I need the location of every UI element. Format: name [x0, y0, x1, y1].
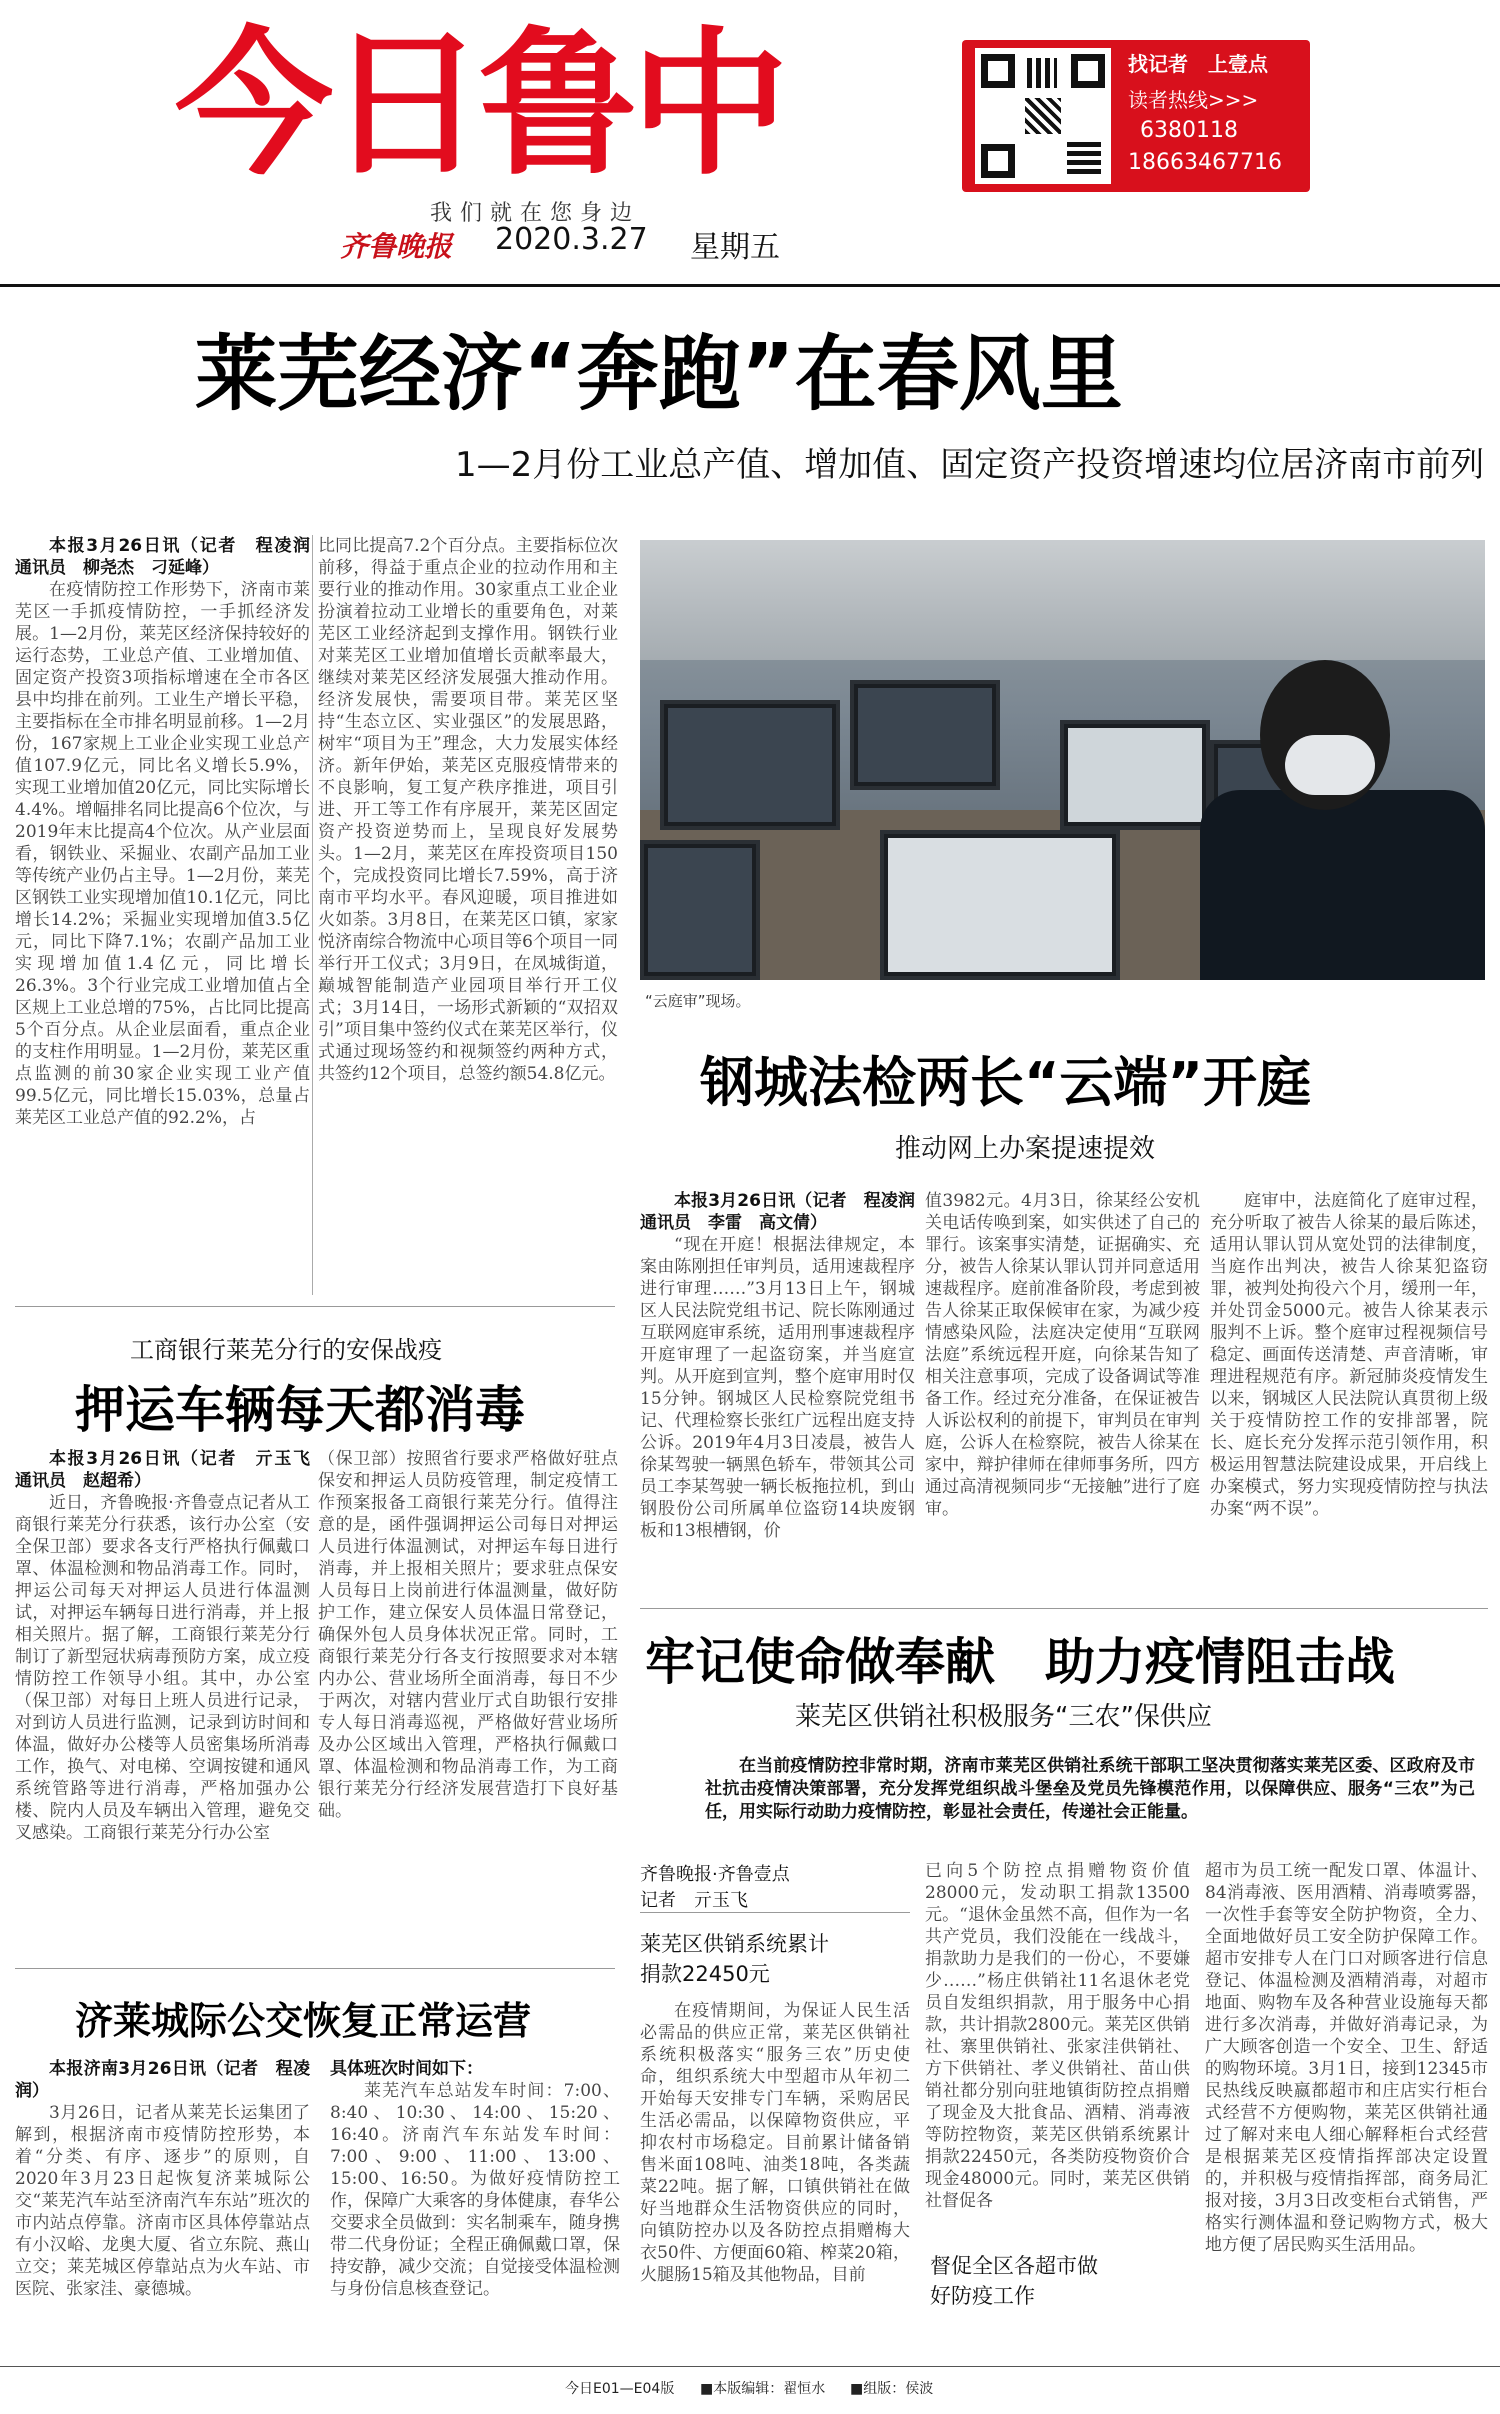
hotline-tagline: 找记者 上壹点 [1128, 52, 1268, 76]
court-headline: 钢城法检两长“云端”开庭 [700, 1051, 1311, 1114]
issue-date: 2020.3.27 [495, 222, 648, 257]
supply-byline-reporter: 记者 亓玉飞 [640, 1890, 748, 1911]
bus-story-text-2: 莱芜汽车总站发车时间：7:00、8:40、10:30、14:00、15:20、16:40。济南汽车东站发车时间：7:00、9:00、11:00、13:00、15:00、16:50。为做好疫情防控工作，保障广大乘客的身体健康，春华公交要求全员做到：实名制乘车，随身携带二代身份证；全程正确佩戴口罩，保持安静，减少交流；自觉接受体温检测与身份信息核查登记。 [330, 2081, 620, 2299]
supply-story-text-3: 超市为员工统一配发口罩、体温计、84消毒液、医用酒精、消毒喷雾器，一次性手套等安全防护物资，全力、全面地做好员工安全防护保障工作。超市安排专人在门口对顾客进行信息登记、体温检测及酒精消毒，对超市地面、购物车及各种营业设施每天都进行多次消毒，并做好消毒记录，为广大顾客创造一个安全、卫生、舒适的购物环境。3月1日，接到12345市民热线反映嬴都超市和庄店实行柜台式经营不方便购物，莱芜区供销社通过了解对来电人细心解释柜台式经营是根据莱芜区疫情指挥部决定设置的，并积极与疫情指挥部，商务局汇报对接，3月3日改变柜台式销售，严格实行测体温和登记购物方式，极大地方便了居民购买生活用品。 [1205, 1861, 1488, 2255]
main-story-byline: 本报3月26日讯（记者 程凌润 通讯员 柳尧杰 刁延峰） [15, 536, 310, 578]
court-photo [640, 540, 1485, 980]
hotline-phone-1: 6380118 [1140, 118, 1238, 143]
court-story-text-3: 庭审中，法庭简化了庭审过程，充分听取了被告人徐某的最后陈述，适用认罪认罚从宽处罚的法律制度，当庭作出判决，被告人徐某犯盗窃罪，被判处拘役六个月，缓刑一年，并处罚金5000元。被告人徐某表示服判不上诉。整个庭审过程视频信号稳定、画面传送清楚、声音清晰，审理进程规范有序。新冠肺炎疫情发生以来，钢城区人民法院认真贯彻上级关于疫情防控工作的安排部署，院长、庭长充分发挥示范引领作用，积极运用智慧法院建设成果，开启线上办案模式，努力实现疫情防控与执法办案“两不误”。 [1210, 1191, 1488, 1519]
main-story-text-2: 比同比提高7.2个百分点。主要指标位次前移，得益于重点企业的拉动作用和主要行业的推动作用。30家重点工业企业扮演着拉动工业增长的重要角色，对莱芜区工业经济起到支撑作用。钢铁行业对莱芜区工业增加值增长贡献率最大，继续对莱芜区经济发展强大推动作用。经济发展快，需要项目带。莱芜区坚持“生态立区、实业强区”的发展思路，树牢“项目为王”理念，大力发展实体经济。新年伊始，莱芜区克服疫情带来的不良影响，复工复产秩序推进，项目引进、开工等工作有序展开，莱芜区固定资产投资逆势而上，呈现良好发展势头。1—2月，莱芜区在库投资项目150个，完成投资同比增长7.59%，高于济南市平均水平。春风迎暖，项目推进如火如荼。3月8日，在莱芜区口镇，家家悦济南综合物流中心项目等6个项目一同举行开工仪式；3月9日，在凤城街道，巅城智能制造产业园项目举行开工仪式；3月14日，一场形式新颖的“双招双引”项目集中签约仪式在莱芜区举行，仪式通过现场签约和视频签约两种方式，共签约12个项目，总签约额54.8亿元。 [318, 536, 618, 1084]
supply-story-column-1 [640, 2000, 910, 2340]
bank-kicker: 工商银行莱芜分行的安保战疫 [130, 1336, 442, 1364]
court-story-text-2: 值3982元。4月3日，徐某经公安机关电话传唤到案，如实供述了自己的罪行。该案事实清楚，证据确实、充分，被告人徐某认罪认罚并同意适用速裁程序。庭前准备阶段，考虑到被告人徐某正取保候审在家，为减少疫情感染风险，法庭决定使用“互联网法庭”系统远程开庭，向徐某告知了相关注意事项，完成了设备调试等准备工作。经过充分准备，在保证被告人诉讼权利的前提下，审判员在审判庭，公诉人在检察院，被告人徐某在家中，辩护律师在律师事务所，四方通过高清视频同步“无接触”进行了庭审。 [925, 1191, 1200, 1519]
supply-box1-title: 莱芜区供销系统累计捐款22450元 [640, 1932, 829, 1986]
main-story-column-2 [318, 535, 618, 1297]
bus-headline: 济莱城际公交恢复正常运营 [75, 1999, 532, 2043]
masthead-divider [0, 284, 1500, 287]
court-story-column-1 [640, 1190, 915, 1602]
main-story-column-1 [15, 535, 310, 1297]
court-story-column-3 [1210, 1190, 1488, 1602]
main-headline: 莱芜经济“奔跑”在春风里 [195, 327, 1123, 422]
footer-pages: 今日E01—E04版 [565, 2381, 675, 2397]
bank-story-byline: 本报3月26日讯（记者 亓玉飞 通讯员 赵超希） [15, 1449, 310, 1491]
bus-story-byline: 本报济南3月26日讯（记者 程凌润） [15, 2059, 310, 2101]
supply-subheadline: 莱芜区供销社积极服务“三农”保供应 [795, 1702, 1212, 1732]
main-subheadline: 1—2月份工业总产值、增加值、固定资产投资增速均位居济南市前列 [455, 445, 1485, 485]
footer-layout: ■组版：侯波 [850, 2381, 934, 2397]
supply-intro-text: 在当前疫情防控非常时期，济南市莱芜区供销社系统干部职工坚决贯彻落实莱芜区委、区政府及市社抗击疫情决策部署，充分发挥党组织战斗堡垒及党员先锋模范作用，以保障供应、服务“三农”为己任，用实际行动助力疫情防控，彰显社会责任，传递社会正能量。 [705, 1756, 1475, 1822]
bus-story-column-2 [330, 2058, 620, 2358]
paper-logo: 齐鲁晚报 [340, 230, 453, 263]
bank-story-text-2: （保卫部）按照省行要求严格做好驻点保安和押运人员防疫管理，制定疫情工作预案报备工商银行莱芜分行。值得注意的是，函件强调押运公司每日对押运人员进行体温测试，对押运车每日进行消毒，并上报相关照片；要求驻点保安人员每日上岗前进行体温测量，做好防护工作，建立保安人员体温日常登记，确保外包人员身体状况正常。同时，工商银行莱芜分行各支行按照要求对本辖内办公、营业场所全面消毒，每日不少于两次，对辖内营业厅式自助银行安排专人每日消毒巡视，严格做好营业场所及办公区域出入管理，严格执行佩戴口罩、体温检测和物品消毒工作，为工商银行莱芜分行经济发展营造打下良好基础。 [318, 1449, 618, 1821]
supply-story-column-3 [1205, 1860, 1488, 2355]
supply-story-column-2 [925, 1860, 1190, 2240]
bus-schedule-title: 具体班次时间如下： [330, 2059, 483, 2079]
supply-headline: 牢记使命做奉献 助力疫情阻击战 [645, 1633, 1395, 1691]
hotline-phone-2: 18663467716 [1128, 150, 1282, 175]
section-divider [15, 1968, 615, 1969]
court-story-byline: 本报3月26日讯（记者 程凌润 通讯员 李雷 高文倩） [640, 1191, 915, 1233]
issue-weekday: 星期五 [690, 230, 780, 265]
bank-story-column-2 [318, 1448, 618, 1954]
supply-story-text-1: 在疫情期间，为保证人民生活必需品的供应正常，莱芜区供销社系统积极落实“服务三农”历史使命，组织系统大中型超市从年初二开始每天安排专门车辆，采购居民生活必需品，以保障物资供应，平抑农村市场稳定。目前累计储备销售米面108吨、油类18吨，各类蔬菜22吨。据了解，口镇供销社在做好当地群众生活物资供应的同时，向镇防控办以及各防控点捐赠梅大衣50件、方便面60箱、榨菜20箱，火腿肠15箱及其他物品，目前 [640, 2001, 910, 2285]
masthead-slogan: 我们就在您身边 [430, 201, 641, 226]
supply-byline-outlet: 齐鲁晚报·齐鲁壹点 [640, 1864, 790, 1885]
footer-editor: ■本版编辑：翟恒水 [700, 2381, 826, 2397]
supply-box2-title: 督促全区各超市做好防疫工作 [930, 2254, 1098, 2308]
qr-code-icon[interactable] [975, 48, 1111, 184]
bank-story-column-1 [15, 1448, 310, 1954]
court-story-column-2 [925, 1190, 1200, 1602]
section-divider [640, 1608, 1488, 1609]
bus-story-text-1: 3月26日，记者从莱芜长运集团了解到，根据济南市疫情防控形势，本着“分类、有序、逐步”的原则，自2020年3月23日起恢复济莱城际公交“莱芜汽车站至济南汽车东站”班次的市内站点停靠。济南市区具体停靠站点有小汉峪、龙奥大厦、省立东院、燕山立交；莱芜城区停靠站点为火车站、市医院、张家洼、豪德城。 [15, 2103, 310, 2299]
court-story-text-1: “现在开庭！根据法律规定，本案由陈刚担任审判员，适用速裁程序进行审理……”3月13日上午，钢城区人民法院党组书记、院长陈刚通过互联网庭审系统，适用刑事速裁程序开庭审理了一起盗窃案，并当庭宣判。从开庭到宣判，整个庭审用时仅15分钟。钢城区人民检察院党组书记、代理检察长张红广远程出庭支持公诉。2019年4月3日凌晨，被告人徐某驾驶一辆黑色轿车，带领其公司员工李某驾驶一辆长板拖拉机，到山钢股份公司所属单位盗窃14块废钢板和13根槽钢，价 [640, 1235, 915, 1541]
supply-byline-block [640, 1860, 910, 1912]
masthead-title: 今日鲁中 [175, 13, 783, 197]
section-divider [640, 1912, 910, 1913]
bank-headline: 押运车辆每天都消毒 [75, 1381, 525, 1439]
column-divider [312, 535, 313, 1295]
court-subheadline: 推动网上办案提速提效 [895, 1134, 1156, 1164]
supply-story-text-2: 已向5个防控点捐赠物资价值28000元，发动职工捐款13500元。“退休金虽然不高，但作为一名共产党员，我们没能在一线战斗，捐款助力是我们的一份心，不要嫌少……”杨庄供销社11名退休老党员自发组织捐款，用于服务中心捐款，共计捐款2800元。莱芜区供销社、寨里供销社、张家洼供销社、方下供销社、孝义供销社、苗山供销社都分别向驻地镇街防控点捐赠了现金及大批食品、酒精、消毒液等防控物资，莱芜区供销系统累计捐款22450元，各类防疫物资价合现金48000元。同时，莱芜区供销社督促各 [925, 1861, 1190, 2211]
bank-story-text-1: 近日，齐鲁晚报·齐鲁壹点记者从工商银行莱芜分行获悉，该行办公室（安全保卫部）要求各支行严格执行佩戴口罩、体温检测和物品消毒工作。同时，押运公司每天对押运人员进行体温测试，对押运车辆每日进行消毒，并上报相关照片。据了解，工商银行莱芜分行制订了新型冠状病毒预防方案，成立疫情防控工作领导小组。其中，办公室（保卫部）对每日上班人员进行记录，对到访人员进行监测，记录到访时间和体温，做好办公楼等人员密集场所消毒工作，换气、对电梯、空调按键和通风系统管路等进行消毒，严格加强办公楼、院内人员及车辆出入管理，避免交叉感染。工商银行莱芜分行办公室 [15, 1493, 310, 1843]
supply-intro [705, 1755, 1475, 1847]
hotline-label: 读者热线>>> [1128, 88, 1259, 112]
main-story-text-1: 在疫情防控工作形势下，济南市莱芜区一手抓疫情防控，一手抓经济发展。1—2月份，莱芜区经济保持较好的运行态势，工业总产值、工业增加值、固定资产投资3项指标增速在全市各区县中均排在前列。工业生产增长平稳，主要指标在全市排名明显前移。1—2月份，167家规上工业企业实现工业总产值107.9亿元，同比名义增长5.9%，实现工业增加值20亿元，同比实际增长4.4%。增幅排名同比提高6个位次，与2019年末比提高4个位次。从产业层面看，钢铁业、采掘业、农副产品加工业等传统产业仍占主导。1—2月份，莱芜区钢铁工业实现增加值10.1亿元，同比增长14.2%；采掘业实现增加值3.5亿元，同比下降7.1%；农副产品加工业实现增加值1.4亿元，同比增长26.3%。3个行业完成工业增加值占全区规上工业总增的75%，占比同比提高5个百分点。从企业层面看，重点企业的支柱作用明显。1—2月份，莱芜区重点监测的前30家企业实现工业产值99.5亿元，同比增长15.03%，总量占莱芜区工业总产值的92.2%，占 [15, 580, 310, 1128]
photo-caption: “云庭审”现场。 [645, 992, 751, 1010]
section-divider [15, 1306, 615, 1307]
footer-rule [0, 2366, 1500, 2367]
bus-story-column-1 [15, 2058, 310, 2358]
